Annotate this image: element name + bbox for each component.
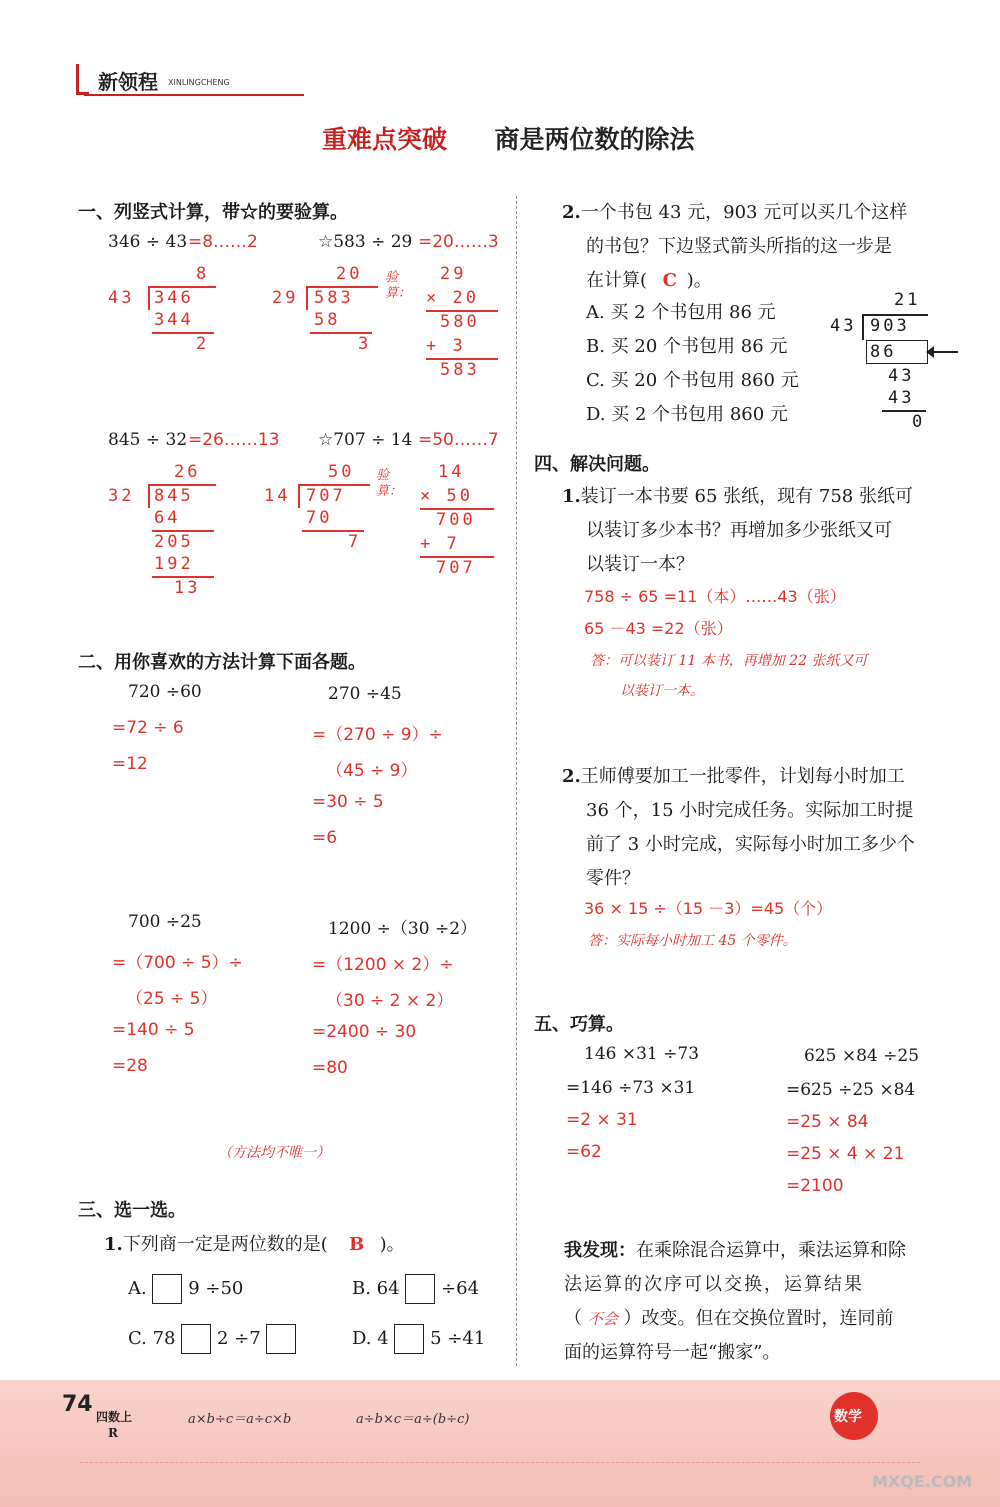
- header-logo: [70, 60, 310, 100]
- p2-c5: 583: [440, 360, 480, 380]
- find-label: 我发现：: [564, 1240, 636, 1261]
- p4-c5: 707: [436, 558, 476, 578]
- p3-expr: 845 ÷ 32: [108, 430, 188, 450]
- s4q2-text1: 王师傅要加工一批零件，计划每小时加工: [580, 766, 905, 787]
- s5b-l1: =625 ÷25 ×84: [786, 1080, 916, 1100]
- s3q1-opt-a: [128, 1274, 243, 1304]
- p3-quotient: 26: [174, 462, 201, 482]
- s3q2-opt-b: B. 买 20 个书包用 86 元: [586, 336, 788, 357]
- s4q1-l2: 以装订多少本书？再增加多少张纸又可: [586, 520, 892, 541]
- opt-c-label: C. 78: [128, 1328, 176, 1349]
- s2a-l2: =12: [112, 754, 148, 774]
- s5-find-l4: 面的运算符号一起“搬家”。: [564, 1342, 781, 1363]
- sec1-heading: 一、列竖式计算，带☆的要验算。: [78, 202, 348, 223]
- s4q1-text1: 装订一本书要 65 张纸，现有 758 张纸可: [580, 486, 913, 507]
- find-open: （: [564, 1308, 582, 1329]
- p2-check-label: 验算：: [385, 270, 412, 301]
- s4q1-a1: 758 ÷ 65 =11（本）……43（张）: [584, 587, 846, 606]
- s3q1-opt-c: [128, 1324, 296, 1354]
- v-remainder: 0: [912, 412, 926, 432]
- v-quotient: 21: [894, 290, 921, 310]
- footer-formula2: a÷b×c＝a÷(b÷c): [356, 1412, 470, 1427]
- p2-sub1: 58: [314, 310, 341, 330]
- s5b-expr: 625 ×84 ÷25: [804, 1046, 920, 1066]
- p2-remainder: 3: [358, 334, 372, 354]
- column-divider: [516, 196, 517, 1366]
- brand-pinyin: XINLINGCHENG: [168, 78, 230, 87]
- opt-a-box: [152, 1274, 182, 1304]
- s3q2-opt-c: C. 买 20 个书包用 860 元: [586, 370, 799, 391]
- s2-note: （方法均不唯一）: [218, 1145, 330, 1161]
- p3-sub2: 205: [154, 532, 194, 552]
- v-divisor: 43: [830, 316, 857, 336]
- s2c-l1: =（700 ÷ 5）÷: [112, 953, 243, 973]
- s3q1-text: 下列商一定是两位数的是(: [122, 1234, 328, 1255]
- s5b-l4: =2100: [786, 1176, 844, 1196]
- footer-grade: 四数上: [96, 1410, 133, 1424]
- s4q2-num: 2.: [562, 766, 581, 787]
- p1-sub1: 344: [154, 310, 194, 330]
- p3-divisor: 32: [108, 486, 135, 506]
- s3q2-text3b: )。: [686, 270, 712, 291]
- s4q2-a1: 36 × 15 ÷（15 －3）=45（个）: [584, 899, 833, 918]
- p2-check: [422, 264, 502, 384]
- p2-division: [272, 264, 392, 364]
- s5a-l2: =2 × 31: [566, 1110, 638, 1130]
- p4-remainder: 7: [348, 532, 362, 552]
- p2-quotient: 20: [336, 264, 363, 284]
- brand-name: 新领程: [98, 70, 158, 94]
- p4-c2: × 50: [420, 486, 473, 506]
- s3q2-num: 2.: [562, 202, 581, 223]
- footer-edition: R: [108, 1426, 118, 1440]
- p1-division: [108, 264, 218, 364]
- p2-c4: + 3: [426, 336, 466, 356]
- s2d-l2: （30 ÷ 2 × 2）: [326, 991, 454, 1011]
- p2-c2: × 20: [426, 288, 479, 308]
- s4q1-num: 1.: [562, 486, 581, 507]
- sec2-heading: 二、用你喜欢的方法计算下面各题。: [78, 652, 366, 673]
- page-number: 74: [62, 1392, 93, 1417]
- v-dividend: 903: [870, 316, 910, 336]
- opt-c-rest: 2 ÷7: [216, 1328, 261, 1349]
- p3-remainder: 13: [174, 578, 201, 598]
- s2b-l2: （45 ÷ 9）: [326, 761, 418, 781]
- s5a-l3: =62: [566, 1142, 602, 1162]
- s4q1-l1: [562, 482, 913, 508]
- p3-division: [108, 462, 218, 598]
- s4q2-l2: 36 个，15 小时完成任务。实际加工时提: [586, 800, 914, 821]
- p2-c3: 580: [440, 312, 480, 332]
- opt-d-box: [394, 1324, 424, 1354]
- p4-answer: =50……7: [418, 430, 499, 450]
- opt-c-box1: [181, 1324, 211, 1354]
- s2b-expr: 270 ÷45: [328, 684, 402, 704]
- p1-remainder: 2: [196, 334, 210, 354]
- footer-dashed: [80, 1462, 920, 1463]
- s3q2-vertical: [830, 290, 970, 440]
- title-part2: 商是两位数的除法: [494, 125, 695, 154]
- s2c-l2: （25 ÷ 5）: [126, 989, 218, 1009]
- s2b-l4: =6: [312, 828, 338, 848]
- p4-c4: + 7: [420, 534, 460, 554]
- opt-d-label: D. 4: [352, 1328, 389, 1349]
- s4q2-l3: 前了 3 小时完成，实际每小时加工多少个: [586, 834, 915, 855]
- p4-check-label: 验算：: [376, 468, 403, 499]
- s2d-expr: 1200 ÷（30 ÷2）: [328, 919, 478, 939]
- p2-divisor: 29: [272, 288, 299, 308]
- p3-dividend: 845: [154, 486, 194, 506]
- p4-expr: ☆707 ÷ 14: [318, 430, 413, 450]
- opt-b-box: [405, 1274, 435, 1304]
- s2d-l4: =80: [312, 1058, 348, 1078]
- s4q1-a2: 65 －43 =22（张）: [584, 619, 733, 638]
- find-text1: 在乘除混合运算中，乘法运算和除: [636, 1240, 906, 1261]
- p3-answer: =26……13: [188, 430, 280, 450]
- p3-sub3: 192: [154, 554, 194, 574]
- s2c-expr: 700 ÷25: [128, 912, 202, 932]
- s2a-expr: 720 ÷60: [128, 682, 202, 702]
- s5-find-l3: [564, 1304, 893, 1330]
- s3q1-opt-d: [352, 1324, 485, 1354]
- page-title: [322, 120, 694, 156]
- sec5-heading: 五、巧算。: [534, 1014, 624, 1035]
- s3q1-line: [104, 1230, 405, 1256]
- s3q2-l3: [586, 266, 712, 292]
- p2-expr: ☆583 ÷ 29: [318, 232, 413, 252]
- s5b-l3: =25 × 4 × 21: [786, 1144, 905, 1164]
- logo-bracket: [76, 64, 89, 95]
- p3-sub1: 64: [154, 508, 181, 528]
- s4q2-l4: 零件？: [586, 868, 640, 889]
- s3q2-text1: 一个书包 43 元，903 元可以买几个这样: [580, 202, 908, 223]
- s3q1-close: )。: [379, 1234, 405, 1255]
- s3q2-text3a: 在计算(: [586, 270, 648, 291]
- s4q2-a2: 答：实际每小时加工 45 个零件。: [588, 933, 797, 949]
- opt-b-label: B. 64: [352, 1278, 400, 1299]
- logo-underline: [84, 94, 304, 96]
- s5a-l1: =146 ÷73 ×31: [566, 1078, 696, 1098]
- s2d-l1: =（1200 × 2）÷: [312, 955, 454, 975]
- sec4-heading: 四、解决问题。: [534, 454, 660, 475]
- s3q2-opt-a: A. 买 2 个书包用 86 元: [586, 302, 776, 323]
- watermark: MXQE.COM: [872, 1472, 973, 1491]
- p1-dividend: 346: [154, 288, 194, 308]
- p4-sub1: 70: [306, 508, 333, 528]
- p4-check: [416, 462, 496, 582]
- p1-expr: 346 ÷ 43: [108, 232, 188, 252]
- p2-dividend: 583: [314, 288, 354, 308]
- s5a-expr: 146 ×31 ÷73: [584, 1044, 700, 1064]
- footer-formula1: a×b÷c＝a÷c×b: [188, 1412, 292, 1427]
- s3q2-l2: 的书包？下边竖式箭头所指的这一步是: [586, 236, 892, 257]
- s3q1-opt-b: [352, 1274, 479, 1304]
- opt-a-rest: 9 ÷50: [188, 1278, 244, 1299]
- p4-divisor: 14: [264, 486, 291, 506]
- s2b-l1: =（270 ÷ 9）÷: [312, 725, 443, 745]
- p1-answer: =8……2: [188, 232, 258, 252]
- v-mid: 43: [888, 366, 915, 386]
- s4q2-l1: [562, 762, 905, 788]
- p2-answer: =20……3: [418, 232, 499, 252]
- math-badge-label: 数学: [834, 1409, 862, 1425]
- s4q1-a3: 答：可以装订 11 本书，再增加 22 张纸又可: [590, 653, 868, 669]
- s5b-l2: =25 × 84: [786, 1112, 869, 1132]
- p4-c3: 700: [436, 510, 476, 530]
- v-sub2: 43: [888, 388, 915, 408]
- opt-a-label: A.: [128, 1278, 147, 1299]
- find-text3: ）改变。但在交换位置时，连同前: [623, 1308, 894, 1329]
- s2c-l4: =28: [112, 1056, 148, 1076]
- s4q1-l3: 以装订一本？: [586, 554, 694, 575]
- v-sub1: 86: [870, 342, 897, 362]
- p4-dividend: 707: [306, 486, 346, 506]
- title-part1: 重难点突破: [322, 125, 448, 154]
- opt-b-rest: ÷64: [441, 1278, 480, 1299]
- s4q1-a4: 以装订一本。: [620, 683, 704, 699]
- s2a-l1: =72 ÷ 6: [112, 718, 184, 738]
- s2d-l3: =2400 ÷ 30: [312, 1022, 417, 1042]
- p1-quotient: 8: [196, 264, 210, 284]
- p1-divisor: 43: [108, 288, 135, 308]
- s3q1-answer: B: [348, 1234, 365, 1255]
- s5-find-l2: 法运算的次序可以交换，运算结果: [564, 1274, 864, 1295]
- s5-find-l1: [564, 1236, 906, 1262]
- s3q2-l1: [562, 198, 907, 224]
- s2b-l3: =30 ÷ 5: [312, 792, 384, 812]
- p4-c1: 14: [438, 462, 465, 482]
- p4-quotient: 50: [328, 462, 355, 482]
- p4-division: [264, 462, 384, 562]
- sec3-heading: 三、选一选。: [78, 1200, 186, 1221]
- opt-d-rest: 5 ÷41: [430, 1328, 486, 1349]
- s3q2-opt-d: D. 买 2 个书包用 860 元: [586, 404, 788, 425]
- p2-c1: 29: [440, 264, 467, 284]
- find-answer: 不会: [587, 1310, 618, 1328]
- opt-c-box2: [266, 1324, 296, 1354]
- s2c-l3: =140 ÷ 5: [112, 1020, 195, 1040]
- s3q1-num: 1.: [104, 1234, 123, 1255]
- s3q2-answer: C: [662, 270, 677, 291]
